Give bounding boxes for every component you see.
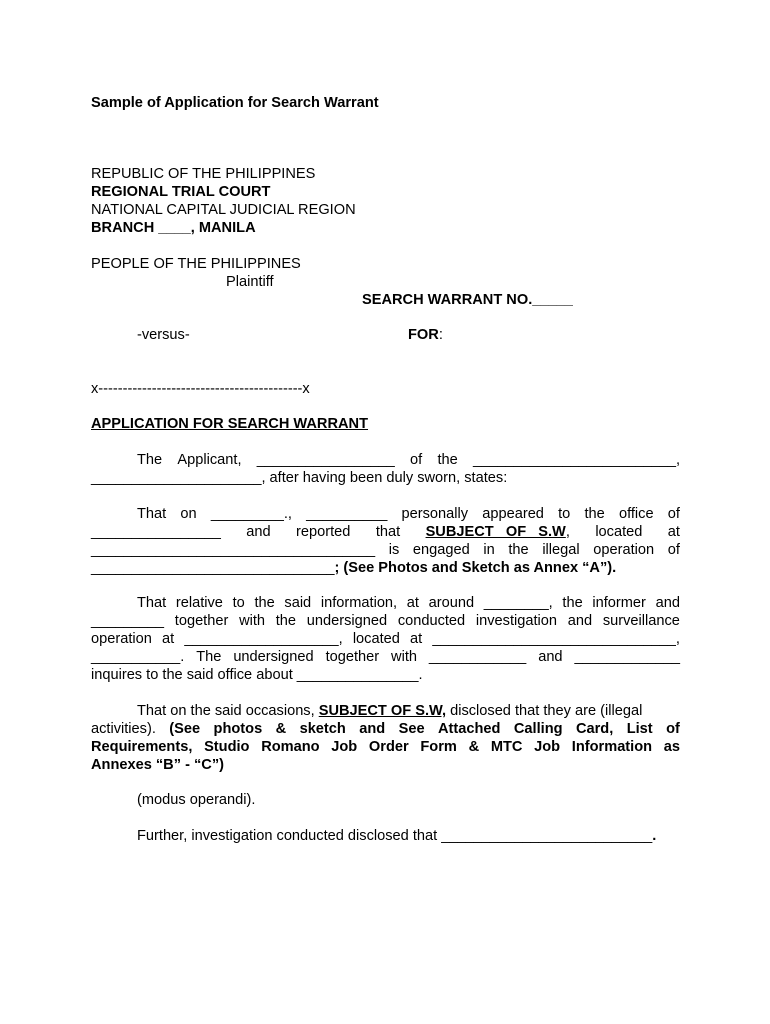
subject-of-sw: SUBJECT OF S.W [425,524,566,540]
para3-line4: ___________. The undersigned together with ____________ and _____________ [91,649,680,665]
para4-line1: That on the said occasions, SUBJECT OF S.W, disclosed that they are (illegal [137,703,643,719]
para3-line3: operation at ___________________, located at ______________________________, [91,631,680,647]
header-republic: REPUBLIC OF THE PHILIPPINES [91,166,316,182]
caption-warrant-number: SEARCH WARRANT NO._____ [362,292,573,308]
header-court: REGIONAL TRIAL COURT [91,184,271,200]
para2-line4: ______________________________; (See Photos and Sketch as Annex “A”). [91,560,617,576]
para2-line1: That on _________., __________ personally appeared to the office of [137,506,680,522]
document-title: Sample of Application for Search Warrant [91,95,379,111]
para2-line2: ________________ and reported that SUBJECT OF S.W, located at [91,524,680,540]
caption-people: PEOPLE OF THE PHILIPPINES [91,256,301,272]
header-region: NATIONAL CAPITAL JUDICIAL REGION [91,202,356,218]
para1-line1: The Applicant, _________________ of the _________________________, [137,452,680,468]
caption-for: FOR: [408,327,443,343]
para4-line4: Annexes “B” - “C”) [91,757,224,773]
para3-line1: That relative to the said information, at around ________, the informer and [137,595,680,611]
caption-versus: -versus- [137,327,190,343]
caption-separator: x------------------------------------------x [91,381,310,397]
modus-operandi: (modus operandi). [137,792,256,808]
further-investigation: Further, investigation conducted disclosed that __________________________. [137,828,657,844]
para3-line2: _________ together with the undersigned conducted investigation and surveillance [91,613,680,629]
para4-line3: Requirements, Studio Romano Job Order Form & MTC Job Information as [91,739,680,755]
application-title: APPLICATION FOR SEARCH WARRANT [91,416,369,432]
subject-of-sw-2: SUBJECT OF S.W, [318,703,447,719]
para3-line5: inquires to the said office about _______________. [91,667,423,683]
para4-line2: activities). (See photos & sketch and See Attached Calling Card, List of [91,721,680,737]
para2-line3: ___________________________________ is engaged in the illegal operation of [91,542,680,558]
caption-plaintiff: Plaintiff [226,274,274,290]
para1-line2: _____________________, after having been duly sworn, states: [91,470,508,486]
header-branch: BRANCH ____, MANILA [91,220,256,236]
